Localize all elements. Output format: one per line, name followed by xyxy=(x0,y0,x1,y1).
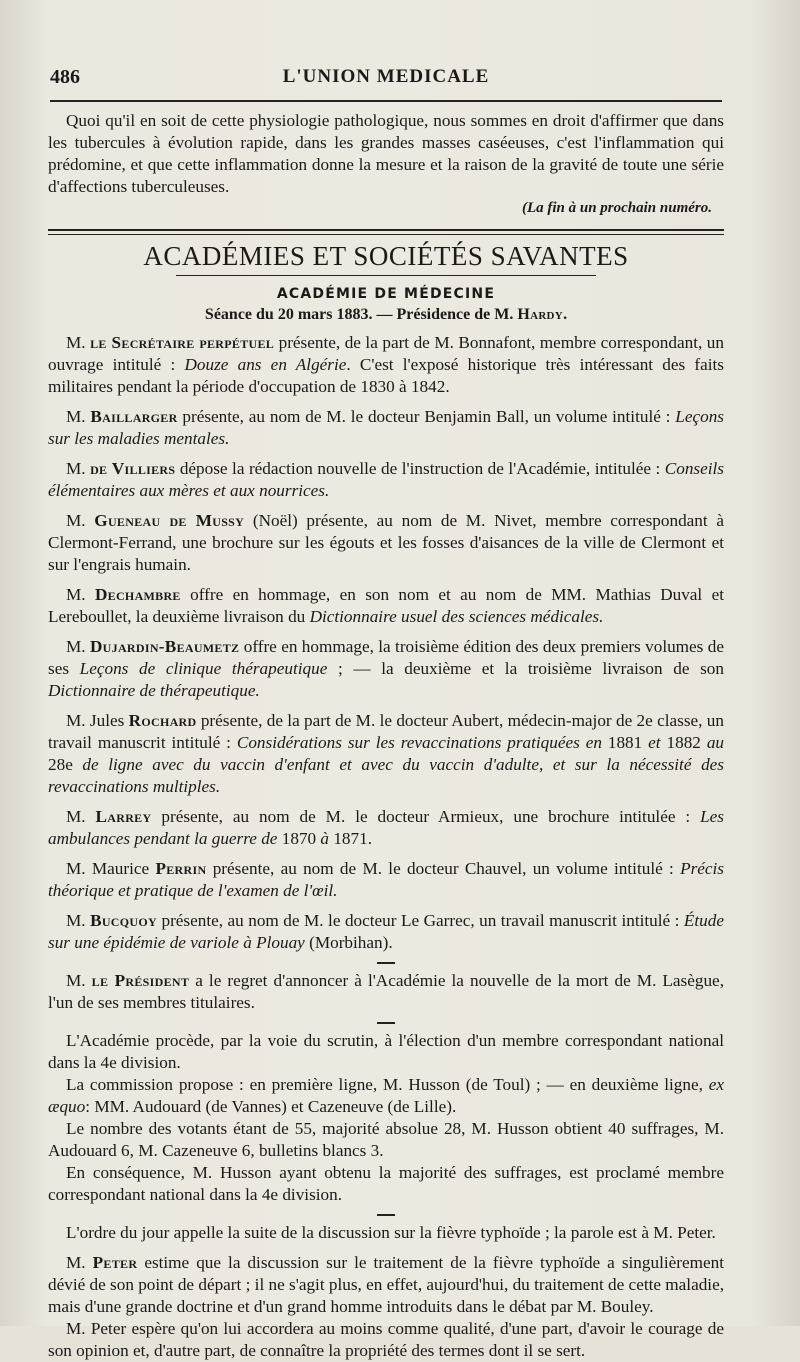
election-paragraph-1: L'Académie procède, par la voie du scrutin, à l'élection d'un membre correspondant national dans la 4e division. xyxy=(48,1031,724,1072)
seance-line: Séance du 20 mars 1883. — Présidence de M. Hardy. xyxy=(204,306,568,323)
entry-larrey: M. Larrey présente, au nom de M. le docteur Armieux, une brochure intitulée : Les ambulances pendant la guerre de 1870 à 1871. xyxy=(48,807,724,848)
section-double-rule xyxy=(48,229,724,235)
election-paragraph-2: La commission propose : en première ligne, M. Husson (de Toul) ; — en deuxième ligne, ex æquo: MM. Audouard (de Vannes) et Cazeneuve (de Lille). xyxy=(48,1075,724,1116)
discussion-order: L'ordre du jour appelle la suite de la discussion sur la fièvre typhoïde ; la parole est à M. Peter. xyxy=(66,1223,716,1242)
intro-paragraph: Quoi qu'il en soit de cette physiologie pathologique, nous sommes en droit d'affirmer que dans les tubercules à évolution rapide, dans les grandes masses caséeuses, c'est l'inflammation qui prédomine, et que cette inflammation donne la mesure et la raison de la gravité de toute une série d'affections tuberculeuses. xyxy=(48,111,724,196)
entry-dujardin-beaumetz: M. Dujardin-Beaumetz offre en hommage, la troisième édition des deux premiers volumes de ses Leçons de clinique thérapeutique ; — la deuxième et la troisième livraison de son Dictionnaire de thérapeutique. xyxy=(48,637,724,700)
entry-de-villiers: M. de Villiers dépose la rédaction nouvelle de l'instruction de l'Académie, intitulée : Conseils élémentaires aux mères et aux nourrices. xyxy=(48,459,724,500)
entry-dechambre: M. Dechambre offre en hommage, en son nom et au nom de MM. Mathias Duval et Lereboullet, la deuxième livraison du Dictionnaire usuel des sciences médicales. xyxy=(48,585,724,626)
page-number: 486 xyxy=(50,66,80,88)
election-paragraph-4: En conséquence, M. Husson ayant obtenu la majorité des suffrages, est proclamé membre correspondant national dans la 4e division. xyxy=(48,1163,724,1204)
entry-rochard: M. Jules Rochard présente, de la part de M. le docteur Aubert, médecin-major de 2e classe, un travail manuscrit intitulé : Considérations sur les revaccinations pratiquées en 1881 et 1882 au 28e de ligne avec du vaccin d'enfant et avec du vaccin d'adulte, et sur la nécessité des revaccinations multiples. xyxy=(48,711,724,796)
section-title: ACADÉMIES ET SOCIÉTÉS SAVANTES xyxy=(143,241,629,271)
running-header xyxy=(50,66,722,96)
text-column xyxy=(48,110,724,1362)
header-rule xyxy=(50,100,722,102)
separator-dash xyxy=(377,1214,395,1216)
entry-perrin: M. Maurice Perrin présente, au nom de M. le docteur Chauvel, un volume intitulé : Précis théorique et pratique de l'examen de l'œil. xyxy=(48,859,724,900)
running-title: L'UNION MEDICALE xyxy=(282,66,490,87)
election-paragraph-3: Le nombre des votants étant de 55, majorité absolue 28, M. Husson obtient 40 suffrages, M. Audouard 6, M. Cazeneuve 6, bulletins blancs 3. xyxy=(48,1119,724,1160)
continuation-note: (La fin à un prochain numéro. xyxy=(521,200,712,216)
peter-paragraph-1: M. Peter estime que la discussion sur le traitement de la fièvre typhoïde a singulièrement dévié de son point de départ ; il ne s'agit plus, en effet, aujourd'hui, du traitement de cette maladie, mais d'une grande doctrine et d'un grand homme introduits dans le débat par M. Bouley. xyxy=(48,1253,724,1316)
entry-gueneau-de-mussy: M. Gueneau de Mussy (Noël) présente, au nom de M. Nivet, membre correspondant à Clermont-Ferrand, une brochure sur les égouts et les fosses d'aisances de la ville de Clermont et sur l'engrais humain. xyxy=(48,511,724,574)
section-title-underline xyxy=(176,275,596,276)
separator-dash xyxy=(377,1022,395,1024)
peter-paragraph-2: M. Peter espère qu'on lui accordera au moins comme qualité, d'une part, d'avoir le courage de son opinion et, d'autre part, de connaître la propriété des termes dont il se sert. xyxy=(48,1319,724,1360)
entry-bucquoy: M. Bucquoy présente, au nom de M. le docteur Le Garrec, un travail manuscrit intitulé : Étude sur une épidémie de variole à Plouay (Morbihan). xyxy=(48,911,724,952)
president-announcement: M. le Président a le regret d'annoncer à l'Académie la nouvelle de la mort de M. Lasègue, l'un de ses membres titulaires. xyxy=(48,971,724,1012)
entry-baillarger: M. Baillarger présente, au nom de M. le docteur Benjamin Ball, un volume intitulé : Leçons sur les maladies mentales. xyxy=(48,407,724,448)
separator-dash xyxy=(377,962,395,964)
entry-secretaire: M. le Secrétaire perpétuel présente, de la part de M. Bonnafont, membre correspondant, un ouvrage intitulé : Douze ans en Algérie. C'est l'exposé historique très intéressant des faits militaires pendant la période d'occupation de 1830 à 1842. xyxy=(48,333,724,396)
academy-subtitle: ACADÉMIE DE MÉDECINE xyxy=(276,286,496,302)
